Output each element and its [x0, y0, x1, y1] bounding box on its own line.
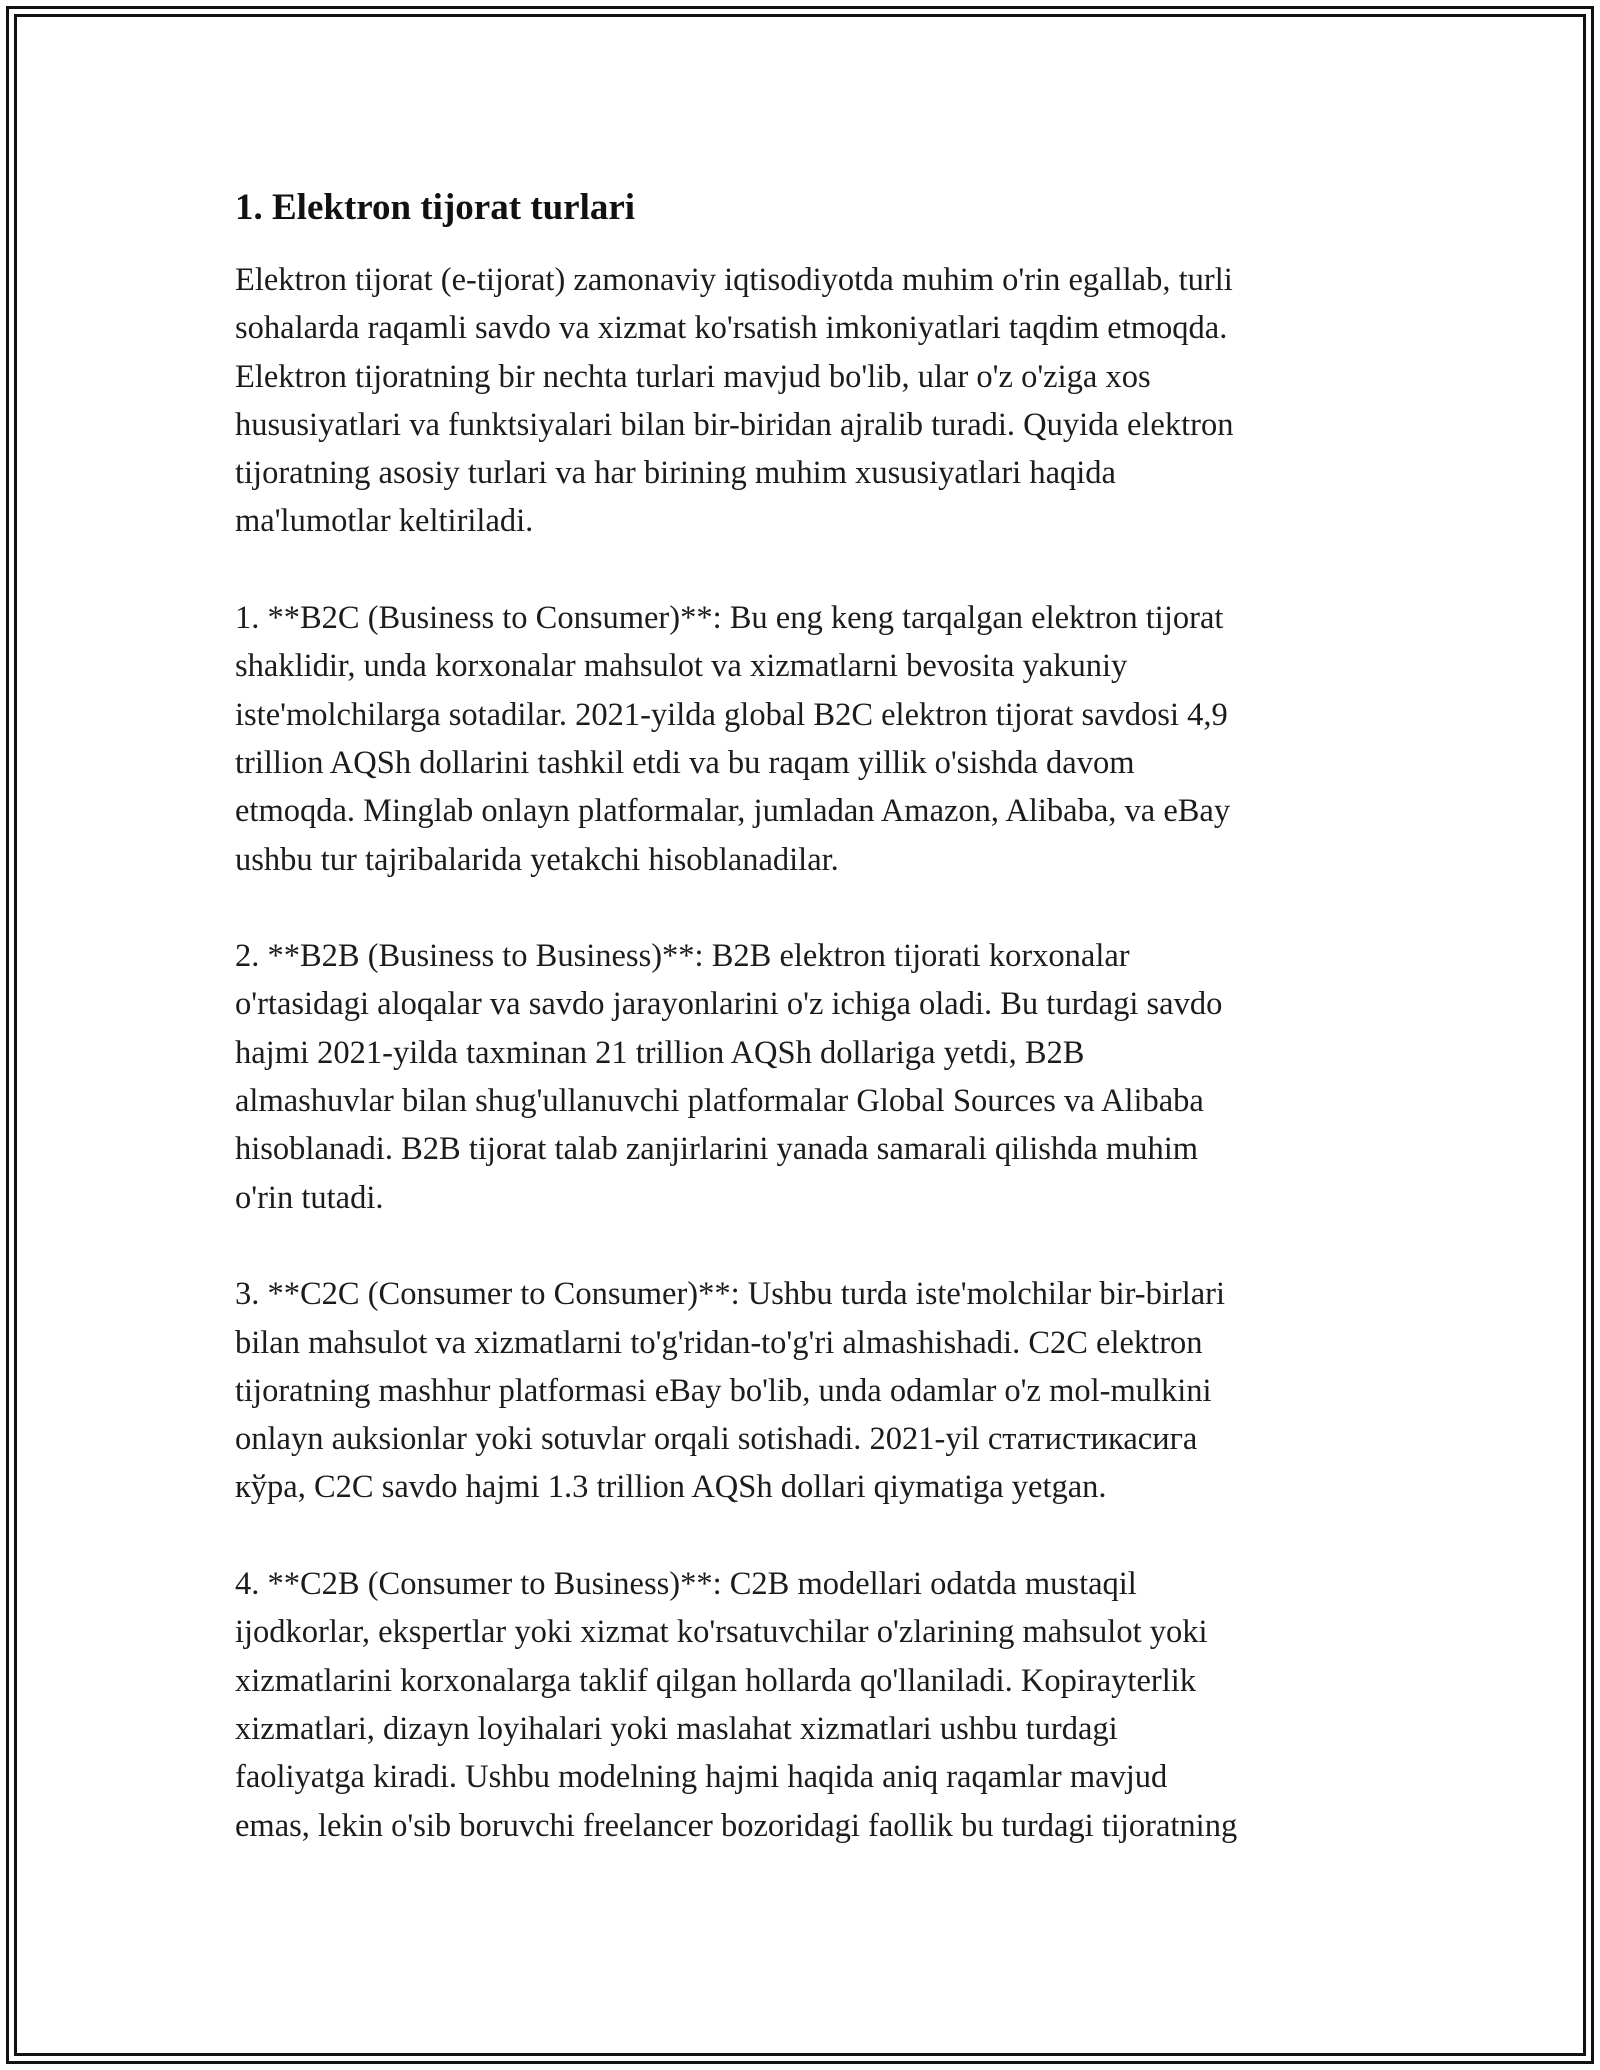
c2c-paragraph: 3. **C2C (Consumer to Consumer)**: Ushbu turda iste'molchilar bir-birlari bilan mahsulot va xizmatlarni to'g'ridan-to'g'ri almashishadi. C2C elektron tijoratning mashhur platformasi eBay bo'lib, unda odamlar o'z mol-mulkini onlayn auksionlar yoki sotuvlar orqali sotishadi. 2021-yil статистикасига кўра, C2C savdo hajmi 1.3 trillion AQSh dollari qiymatiga yetgan.	[235, 1276, 1225, 1506]
c2b-paragraph: 4. **C2B (Consumer to Business)**: C2B modellari odatda mustaqil ijodkorlar, ekspertlar yoki xizmat ko'rsatuvchilar o'zlarining mahsulot yoki xizmatlarini korxonalarga taklif qilgan hollarda qo'llaniladi. Kopirayterlik xizmatlari, dizayn loyihalari yoki maslahat xizmatlari ushbu turdagi faoliyatga kiradi. Ushbu modelning hajmi haqida aniq raqamlar mavjud emas, lekin o'sib boruvchi freelancer bozoridagi faollik bu turdagi tijoratning	[235, 1566, 1238, 1844]
b2b-paragraph: 2. **B2B (Business to Business)**: B2B elektron tijorati korxonalar o'rtasidagi aloqalar va savdo jarayonlarini o'z ichiga oladi. Bu turdagi savdo hajmi 2021-yilda taxminan 21 trillion AQSh dollariga yetdi, B2B almashuvlar bilan shug'ullanuvchi platformalar Global Sources va Alibaba hisoblanadi. B2B tijorat talab zanjirlarini yanada samarali qilishda muhim o'rin tutadi.	[235, 938, 1223, 1216]
intro-paragraph: Elektron tijorat (e-tijorat) zamonaviy iqtisodiyotda muhim o'rin egallab, turli sohalarda raqamli savdo va xizmat ko'rsatish imkoniyatlari taqdim etmoqda. Elektron tijoratning bir nechta turlari mavjud bo'lib, ular o'z o'ziga xos hususiyatlari va funktsiyalari bilan bir-biridan ajralib turadi. Quyida elektron tijoratning asosiy turlari va har birining muhim xususiyatlari haqida ma'lumotlar keltiriladi.	[235, 262, 1234, 540]
b2c-paragraph: 1. **B2C (Business to Consumer)**: Bu eng keng tarqalgan elektron tijorat shaklidir, unda korxonalar mahsulot va xizmatlarni bevosita yakuniy iste'molchilarga sotadilar. 2021-yilda global B2C elektron tijorat savdosi 4,9 trillion AQSh dollarini tashkil etdi va bu raqam yillik o'sishda davom etmoqda. Minglab onlayn platformalar, jumladan Amazon, Alibaba, va eBay ushbu tur tajribalarida yetakchi hisoblanadilar.	[235, 600, 1231, 878]
section-heading: 1. Elektron tijorat turlari	[235, 187, 636, 228]
document-body	[235, 186, 1395, 1898]
